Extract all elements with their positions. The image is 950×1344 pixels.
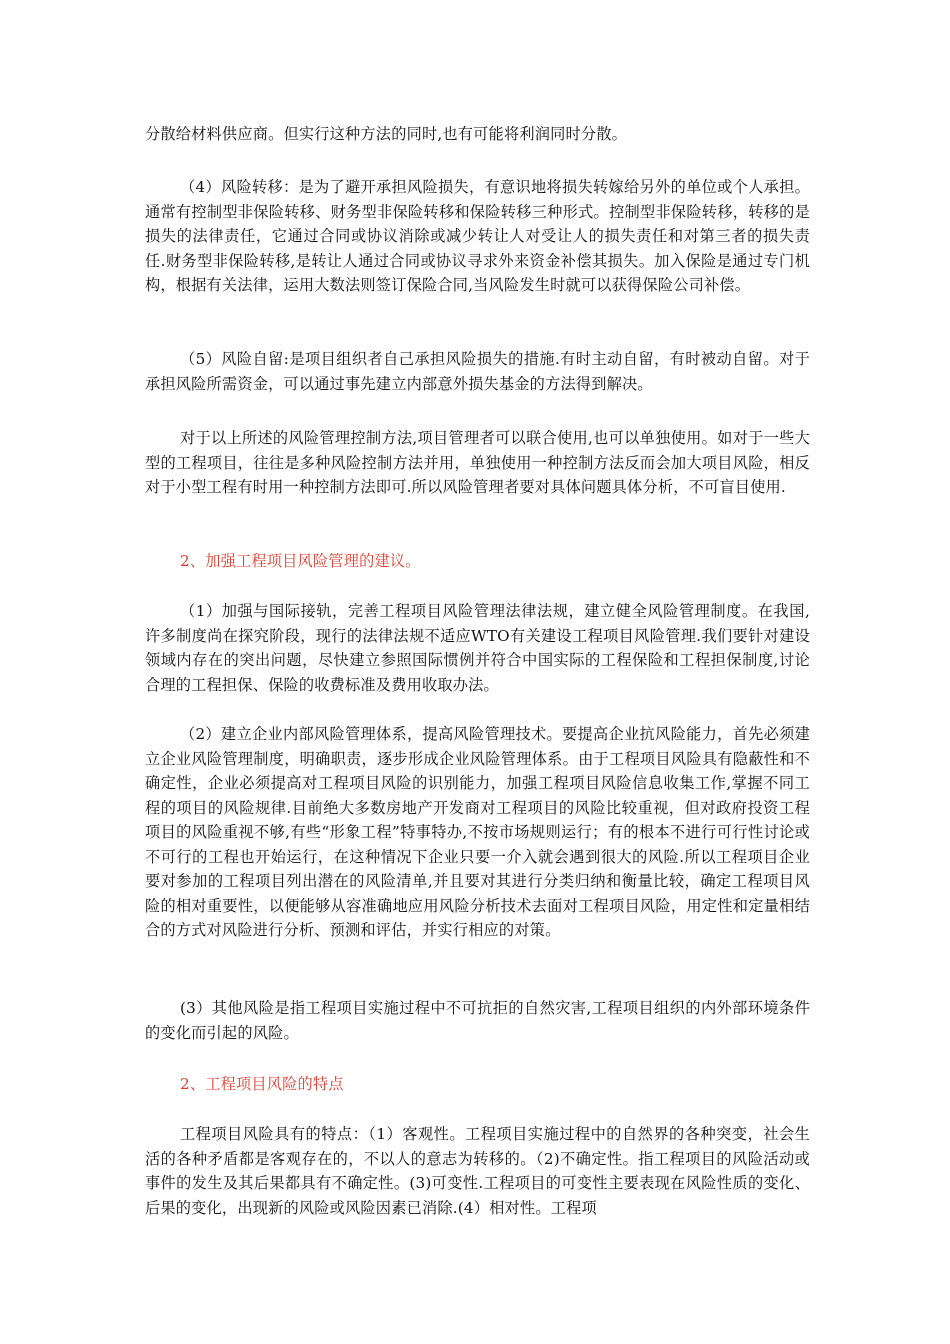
paragraph-suggestion-1: （1）加强与国际接轨，完善工程项目风险管理法律法规，建立健全风险管理制度。在我国,许多制度尚在探究阶段，现行的法律法规不适应WTO有关建设工程项目风险管理.我们要针对建设领域内存在的突出问题，尽快建立参照国际惯例并符合中国实际的工程保险和工程担保制度,讨论合理的工程担保、保险的收费标准及费用收取办法。 — [145, 602, 810, 694]
section-heading-characteristics: 2、工程项目风险的特点 — [179, 1075, 344, 1093]
paragraph-risk-retention: （5）风险自留:是项目组织者自己承担风险损失的措施.有时主动自留，有时被动自留。对于承担风险所需资金，可以通过事先建立内部意外损失基金的方法得到解决。 — [145, 350, 810, 393]
paragraph-suggestion-2: （2）建立企业内部风险管理体系，提高风险管理技术。要提高企业抗风险能力，首先必须建立企业风险管理制度，明确职责，逐步形成企业风险管理体系。由于工程项目风险具有隐蔽性和不确定性，企业必须提高对工程项目风险的识别能力，加强工程项目风险信息收集工作,掌握不同工程的项目的风险规律.目前绝大多数房地产开发商对工程项目的风险比较重视，但对政府投资工程项目的风险重视不够,有些“形象工程”特事特办,不按市场规则运行；有的根本不进行可行性讨论或不可行的工程也开始运行，在这种情况下企业只要一介入就会遇到很大的风险.所以工程项目企业要对参加的工程项目列出潜在的风险清单,并且要对其进行分类归纳和衡量比较，确定工程项目风险的相对重要性，以便能够从容准确地应用风险分析技术去面对工程项目风险，用定性和定量相结合的方式对风险进行分析、预测和评估，并实行相应的对策。 — [145, 725, 810, 939]
paragraph-continued: 分散给材料供应商。但实行这种方法的同时,也有可能将利润同时分散。 — [145, 125, 628, 143]
paragraph-suggestion-3: (3）其他风险是指工程项目实施过程中不可抗拒的自然灾害,工程项目组织的内外部环境条件的变化而引起的风险。 — [145, 999, 810, 1042]
paragraph-risk-transfer: （4）风险转移：是为了避开承担风险损失，有意识地将损失转嫁给另外的单位或个人承担。通常有控制型非保险转移、财务型非保险转移和保险转移三种形式。控制型非保险转移，转移的是损失的法律责任，它通过合同或协议消除或减少转让人对受让人的损失责任和对第三者的损失责任.财务型非保险转移,是转让人通过合同或协议寻求外来资金补偿其损失。加入保险是通过专门机构，根据有关法律，运用大数法则签订保险合同,当风险发生时就可以获得保险公司补偿。 — [145, 178, 810, 294]
paragraph-combined-use: 对于以上所述的风险管理控制方法,项目管理者可以联合使用,也可以单独使用。如对于一些大型的工程项目，往往是多种风险控制方法并用，单独使用一种控制方法反而会加大项目风险，相反对于小型工程有时用一种控制方法即可.所以风险管理者要对具体问题具体分析，不可盲目使用. — [145, 429, 810, 496]
paragraph-characteristics: 工程项目风险具有的特点：（1）客观性。工程项目实施过程中的自然界的各种突变，社会生活的各种矛盾都是客观存在的，不以人的意志为转移的。（2)不确定性。指工程项目的风险活动或事件的发生及其后果都具有不确定性。(3)可变性.工程项目的可变性主要表现在风险性质的变化、后果的变化，出现新的风险或风险因素已消除.(4）相对性。工程项 — [145, 1125, 810, 1217]
section-heading-suggestions: 2、加强工程项目风险管理的建议。 — [179, 552, 421, 570]
